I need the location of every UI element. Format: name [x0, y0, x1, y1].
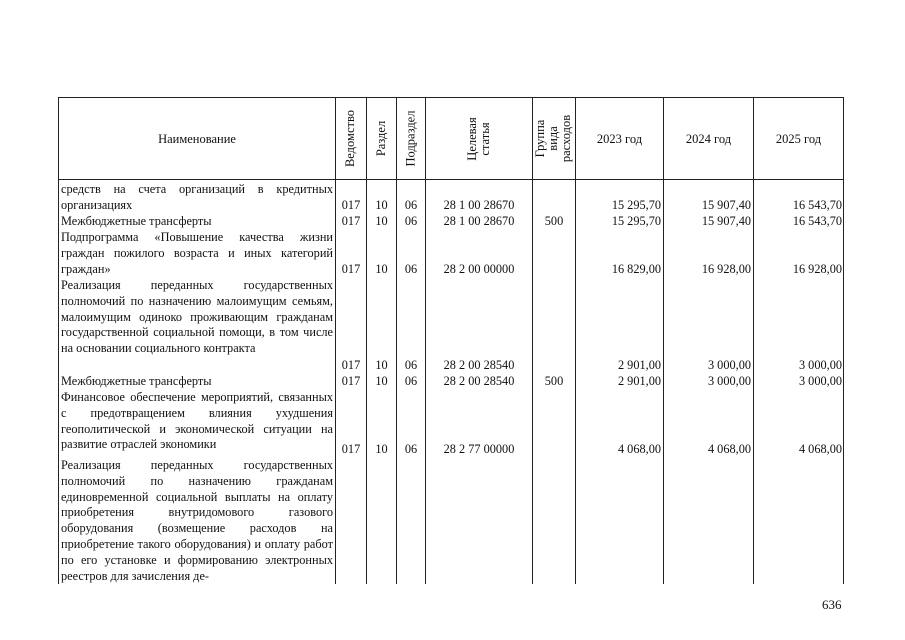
row-2023: 15 295,70 — [611, 198, 661, 212]
row-2023: 2 901,00 — [617, 374, 661, 388]
row-celevaya: 28 2 77 00000 — [443, 442, 515, 456]
header-celevaya — [426, 98, 532, 179]
header-2025 — [754, 98, 843, 179]
row-podrazdel: 06 — [404, 374, 418, 388]
header-2023-label: 2023 год — [596, 131, 643, 146]
row-razdel: 10 — [375, 198, 388, 212]
row-name: Межбюджетные трансферты — [61, 214, 212, 228]
row-podrazdel: 06 — [404, 198, 418, 212]
row-2024: 4 068,00 — [707, 442, 751, 456]
header-gruppa-label: Группа вида расходов — [533, 114, 574, 163]
row-name: средств на счета организаций в кредитных организациях — [61, 182, 333, 212]
header-2024 — [664, 98, 753, 179]
row-2024: 3 000,00 — [707, 358, 751, 372]
header-celevaya-label: Целевая статья — [465, 116, 492, 161]
row-razdel: 10 — [375, 442, 388, 456]
row-name: Реализация переданных государственных полномочий по назначению малоимущим семьям, малоимущим одиноко проживающим гражданам государственной социальной помощи, в том числе на основании социального контракта — [61, 278, 333, 356]
header-2025-label: 2025 год — [775, 131, 822, 146]
row-vedomstvo: 017 — [341, 198, 361, 212]
row-2023: 4 068,00 — [617, 442, 661, 456]
header-vedomstvo-label: Ведомство — [343, 109, 358, 168]
row-gruppa: 500 — [544, 374, 564, 388]
row-razdel: 10 — [375, 374, 388, 388]
row-podrazdel: 06 — [404, 214, 418, 228]
row-celevaya: 28 1 00 28670 — [443, 198, 515, 212]
row-2025: 3 000,00 — [798, 358, 842, 372]
row-vedomstvo: 017 — [341, 214, 361, 228]
header-podrazdel-label: Подраздел — [403, 110, 418, 167]
header-name — [59, 98, 335, 179]
header-2023 — [576, 98, 663, 179]
row-celevaya: 28 1 00 28670 — [443, 214, 515, 228]
row-2024: 15 907,40 — [701, 214, 751, 228]
header-name-label: Наименование — [158, 131, 236, 146]
row-2024: 15 907,40 — [701, 198, 751, 212]
row-2025: 3 000,00 — [798, 374, 842, 388]
row-2025: 16 928,00 — [792, 262, 842, 276]
row-podrazdel: 06 — [404, 442, 418, 456]
row-vedomstvo: 017 — [341, 374, 361, 388]
col-border — [843, 97, 844, 584]
row-gruppa: 500 — [544, 214, 564, 228]
row-2023: 15 295,70 — [611, 214, 661, 228]
row-vedomstvo: 017 — [341, 358, 361, 372]
header-podrazdel — [397, 98, 425, 179]
row-name: Реализация переданных государственных полномочий по назначению гражданам единовременной социальной выплаты на оплату приобретения внутридомового газового оборудования (возмещение расходов на приобретение такого оборудования) и оплату работ по его установке и формированию электронных реестров для зачисления де- — [61, 458, 333, 583]
row-vedomstvo: 017 — [341, 262, 361, 276]
row-celevaya: 28 2 00 28540 — [443, 374, 515, 388]
header-gruppa — [533, 98, 575, 179]
row-2025: 16 543,70 — [792, 198, 842, 212]
row-2023: 16 829,00 — [611, 262, 661, 276]
header-vedomstvo — [336, 98, 366, 179]
page-number: 636 — [822, 597, 842, 612]
header-bottom-border — [58, 179, 844, 180]
row-2024: 16 928,00 — [701, 262, 751, 276]
row-2025: 4 068,00 — [798, 442, 842, 456]
row-podrazdel: 06 — [404, 262, 418, 276]
row-razdel: 10 — [375, 214, 388, 228]
row-2023: 2 901,00 — [617, 358, 661, 372]
row-2025: 16 543,70 — [792, 214, 842, 228]
header-2024-label: 2024 год — [685, 131, 732, 146]
row-name: Подпрограмма «Повышение качества жизни граждан пожилого возраста и иных категорий граждан» — [61, 230, 333, 276]
row-celevaya: 28 2 00 00000 — [443, 262, 515, 276]
row-2024: 3 000,00 — [707, 374, 751, 388]
row-name: Межбюджетные трансферты — [61, 374, 212, 388]
row-name: Финансовое обеспечение мероприятий, связанных с предотвращением влияния ухудшения геополитической и экономической ситуации на развитие отраслей экономики — [61, 390, 333, 452]
header-razdel — [367, 98, 396, 179]
row-celevaya: 28 2 00 28540 — [443, 358, 515, 372]
header-razdel-label: Раздел — [374, 120, 389, 157]
row-razdel: 10 — [375, 262, 388, 276]
row-vedomstvo: 017 — [341, 442, 361, 456]
row-podrazdel: 06 — [404, 358, 418, 372]
row-razdel: 10 — [375, 358, 388, 372]
